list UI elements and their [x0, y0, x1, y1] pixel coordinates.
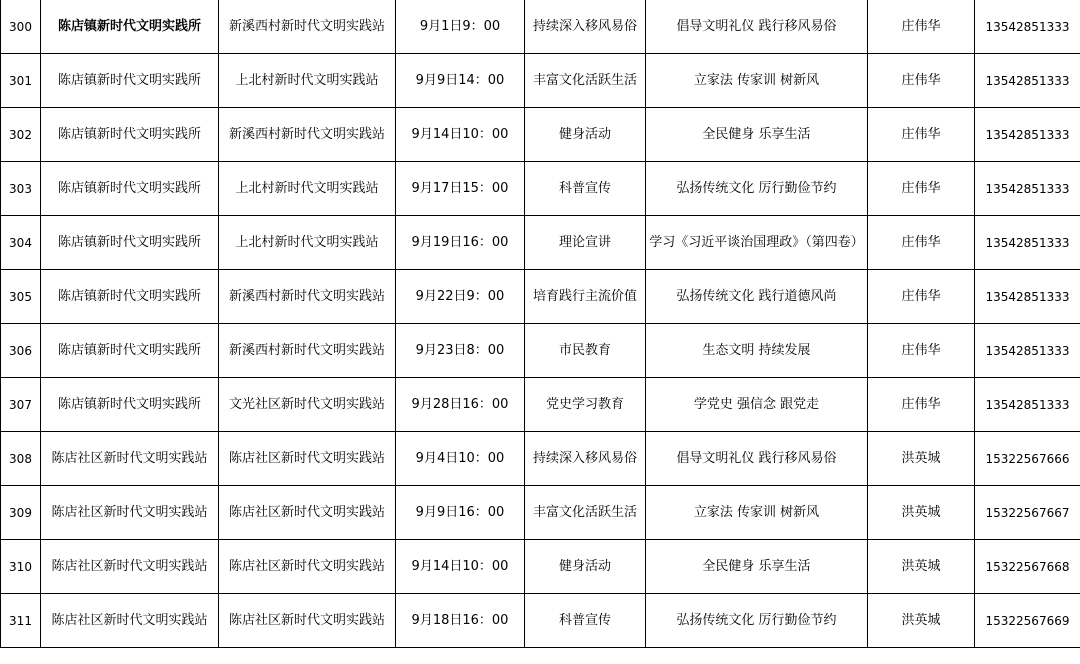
- time-cell: 9月14日10：00: [396, 540, 525, 594]
- phone-cell: 15322567666: [975, 432, 1080, 486]
- time-cell: 9月19日16：00: [396, 216, 525, 270]
- row-number-cell: 302: [1, 108, 41, 162]
- category-cell: 科普宣传: [525, 594, 646, 648]
- theme-cell: 全民健身 乐享生活: [646, 540, 868, 594]
- row-number-cell: 309: [1, 486, 41, 540]
- table-row: [1, 540, 1080, 594]
- institute-cell: 陈店镇新时代文明实践所: [41, 378, 219, 432]
- institute-cell: 陈店镇新时代文明实践所: [41, 108, 219, 162]
- row-number-cell: 303: [1, 162, 41, 216]
- theme-cell: 弘扬传统文化 厉行勤俭节约: [646, 162, 868, 216]
- phone-cell: 15322567669: [975, 594, 1080, 648]
- category-cell: 健身活动: [525, 108, 646, 162]
- row-number-cell: 305: [1, 270, 41, 324]
- contact-person-cell: 庄伟华: [868, 162, 975, 216]
- time-cell: 9月28日16：00: [396, 378, 525, 432]
- phone-cell: 13542851333: [975, 216, 1080, 270]
- contact-person-cell: 庄伟华: [868, 108, 975, 162]
- category-cell: 丰富文化活跃生活: [525, 486, 646, 540]
- station-cell: 上北村新时代文明实践站: [219, 162, 396, 216]
- station-cell: 新溪西村新时代文明实践站: [219, 108, 396, 162]
- category-cell: 理论宣讲: [525, 216, 646, 270]
- contact-person-cell: 庄伟华: [868, 378, 975, 432]
- category-cell: 丰富文化活跃生活: [525, 54, 646, 108]
- row-number-cell: 311: [1, 594, 41, 648]
- category-cell: 党史学习教育: [525, 378, 646, 432]
- table-row: [1, 108, 1080, 162]
- institute-cell: 陈店社区新时代文明实践站: [41, 540, 219, 594]
- contact-person-cell: 洪英城: [868, 540, 975, 594]
- table-row: [1, 0, 1080, 54]
- phone-cell: 13542851333: [975, 270, 1080, 324]
- category-cell: 培育践行主流价值: [525, 270, 646, 324]
- station-cell: 陈店社区新时代文明实践站: [219, 486, 396, 540]
- station-cell: 上北村新时代文明实践站: [219, 216, 396, 270]
- time-cell: 9月4日10：00: [396, 432, 525, 486]
- theme-cell: 立家法 传家训 树新风: [646, 486, 868, 540]
- station-cell: 上北村新时代文明实践站: [219, 54, 396, 108]
- institute-cell: 陈店镇新时代文明实践所: [41, 162, 219, 216]
- phone-cell: 13542851333: [975, 108, 1080, 162]
- table-row: [1, 378, 1080, 432]
- table-row: [1, 270, 1080, 324]
- time-cell: 9月23日8：00: [396, 324, 525, 378]
- contact-person-cell: 庄伟华: [868, 270, 975, 324]
- time-cell: 9月17日15：00: [396, 162, 525, 216]
- theme-cell: 弘扬传统文化 厉行勤俭节约: [646, 594, 868, 648]
- table-row: [1, 54, 1080, 108]
- time-cell: 9月22日9：00: [396, 270, 525, 324]
- station-cell: 陈店社区新时代文明实践站: [219, 540, 396, 594]
- table-row: [1, 594, 1080, 648]
- time-cell: 9月1日9：00: [396, 0, 525, 54]
- contact-person-cell: 洪英城: [868, 486, 975, 540]
- category-cell: 市民教育: [525, 324, 646, 378]
- row-number-cell: 304: [1, 216, 41, 270]
- station-cell: 文光社区新时代文明实践站: [219, 378, 396, 432]
- category-cell: 持续深入移风易俗: [525, 0, 646, 54]
- table-row: [1, 324, 1080, 378]
- row-number-cell: 307: [1, 378, 41, 432]
- table-row: [1, 216, 1080, 270]
- phone-cell: 13542851333: [975, 162, 1080, 216]
- station-cell: 新溪西村新时代文明实践站: [219, 0, 396, 54]
- row-number-cell: 301: [1, 54, 41, 108]
- contact-person-cell: 庄伟华: [868, 216, 975, 270]
- theme-cell: 立家法 传家训 树新风: [646, 54, 868, 108]
- theme-cell: 倡导文明礼仪 践行移风易俗: [646, 0, 868, 54]
- institute-cell: 陈店镇新时代文明实践所: [41, 270, 219, 324]
- contact-person-cell: 洪英城: [868, 594, 975, 648]
- institute-cell: 陈店社区新时代文明实践站: [41, 432, 219, 486]
- time-cell: 9月18日16：00: [396, 594, 525, 648]
- station-cell: 陈店社区新时代文明实践站: [219, 432, 396, 486]
- table-row: [1, 162, 1080, 216]
- phone-cell: 13542851333: [975, 378, 1080, 432]
- time-cell: 9月9日16：00: [396, 486, 525, 540]
- contact-person-cell: 庄伟华: [868, 0, 975, 54]
- theme-cell: 全民健身 乐享生活: [646, 108, 868, 162]
- institute-cell: 陈店镇新时代文明实践所: [41, 54, 219, 108]
- contact-person-cell: 洪英城: [868, 432, 975, 486]
- row-number-cell: 310: [1, 540, 41, 594]
- row-number-cell: 306: [1, 324, 41, 378]
- phone-cell: 13542851333: [975, 54, 1080, 108]
- station-cell: 新溪西村新时代文明实践站: [219, 270, 396, 324]
- table-body: [1, 0, 1080, 648]
- time-cell: 9月9日14：00: [396, 54, 525, 108]
- phone-cell: 13542851333: [975, 324, 1080, 378]
- theme-cell: 生态文明 持续发展: [646, 324, 868, 378]
- institute-cell: 陈店镇新时代文明实践所: [41, 0, 219, 54]
- theme-cell: 学习《习近平谈治国理政》（第四卷）: [646, 216, 868, 270]
- station-cell: 陈店社区新时代文明实践站: [219, 594, 396, 648]
- table-row: [1, 432, 1080, 486]
- phone-cell: 13542851333: [975, 0, 1080, 54]
- institute-cell: 陈店社区新时代文明实践站: [41, 594, 219, 648]
- institute-cell: 陈店镇新时代文明实践所: [41, 324, 219, 378]
- category-cell: 健身活动: [525, 540, 646, 594]
- institute-cell: 陈店镇新时代文明实践所: [41, 216, 219, 270]
- row-number-cell: 308: [1, 432, 41, 486]
- time-cell: 9月14日10：00: [396, 108, 525, 162]
- station-cell: 新溪西村新时代文明实践站: [219, 324, 396, 378]
- category-cell: 持续深入移风易俗: [525, 432, 646, 486]
- table-row: [1, 486, 1080, 540]
- row-number-cell: 300: [1, 0, 41, 54]
- theme-cell: 倡导文明礼仪 践行移风易俗: [646, 432, 868, 486]
- category-cell: 科普宣传: [525, 162, 646, 216]
- phone-cell: 15322567668: [975, 540, 1080, 594]
- phone-cell: 15322567667: [975, 486, 1080, 540]
- theme-cell: 弘扬传统文化 践行道德风尚: [646, 270, 868, 324]
- contact-person-cell: 庄伟华: [868, 54, 975, 108]
- institute-cell: 陈店社区新时代文明实践站: [41, 486, 219, 540]
- contact-person-cell: 庄伟华: [868, 324, 975, 378]
- theme-cell: 学党史 强信念 跟党走: [646, 378, 868, 432]
